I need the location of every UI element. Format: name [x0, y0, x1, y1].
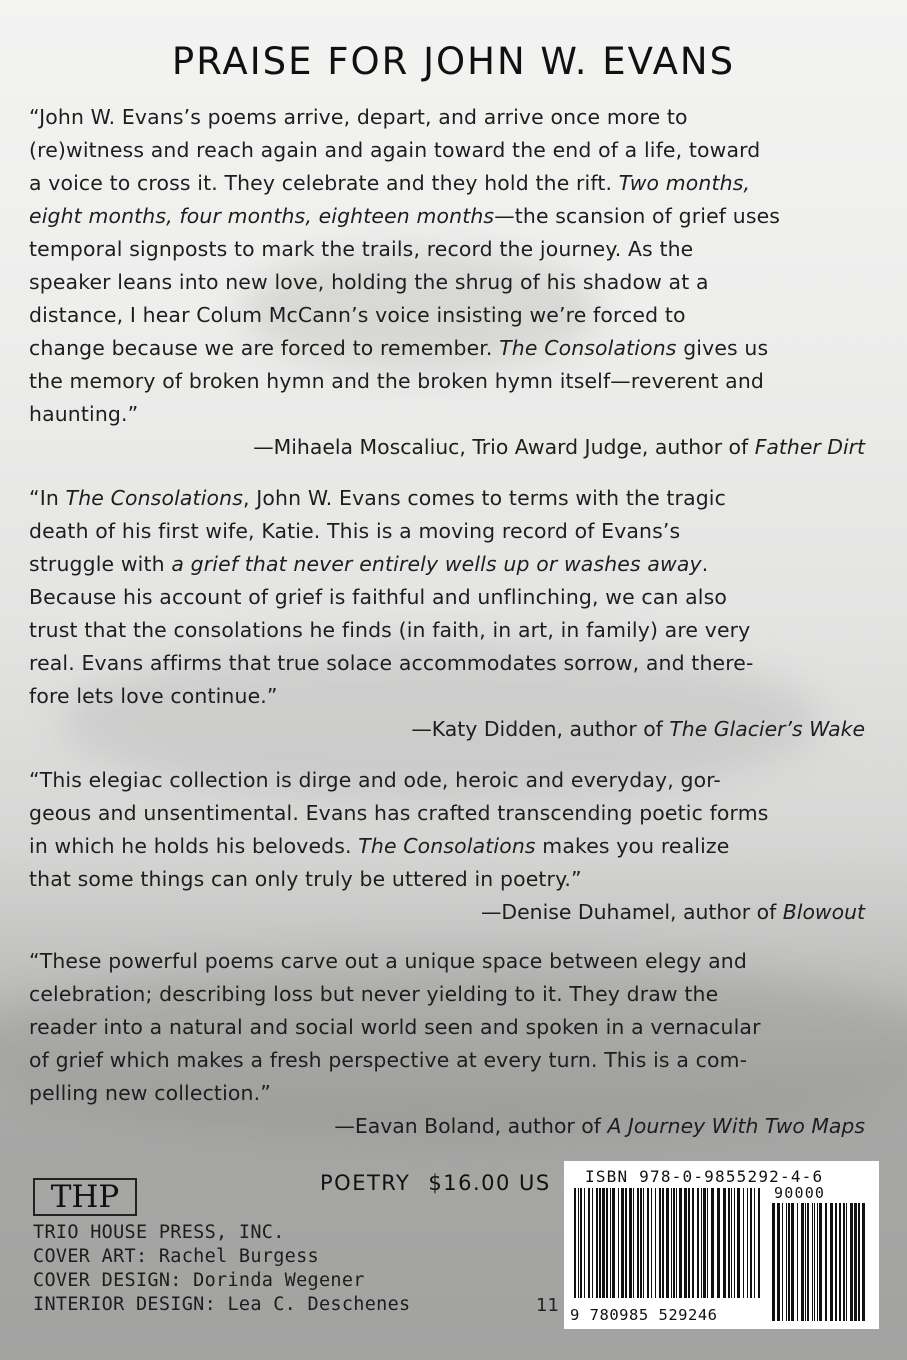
- barcode-bar: [750, 1188, 752, 1298]
- cover-art-credit: COVER ART: Rachel Burgess: [33, 1246, 319, 1267]
- barcode-bar: [637, 1188, 639, 1298]
- quote-line: [29, 134, 877, 167]
- barcode-bar: [812, 1203, 813, 1321]
- text-run: haunting.”: [29, 402, 139, 426]
- page-number: 11: [536, 1295, 559, 1316]
- barcode-bar: [754, 1188, 755, 1298]
- barcode-bar: [676, 1188, 677, 1298]
- quote-line: [29, 200, 877, 233]
- quote-line: [29, 797, 877, 830]
- barcode-bar: [584, 1188, 585, 1298]
- barcode-main-bars: [572, 1188, 762, 1298]
- quote-line: [29, 863, 877, 896]
- text-run: pelling new collection.”: [29, 1081, 271, 1105]
- quote-line: [29, 101, 877, 134]
- text-run: —Eavan Boland, author of: [334, 1114, 608, 1138]
- quote-attribution: [29, 1110, 877, 1143]
- isbn-label: ISBN 978-0-9855292-4-6: [585, 1167, 824, 1186]
- barcode-bar: [659, 1188, 661, 1298]
- barcode-bar: [805, 1203, 806, 1321]
- barcode-bar: [839, 1203, 841, 1321]
- quote-line: [29, 398, 877, 431]
- barcode-bar: [606, 1188, 608, 1298]
- barcode-bar: [596, 1188, 598, 1298]
- barcode-bar: [707, 1188, 708, 1298]
- barcode-bar: [588, 1188, 590, 1298]
- barcode-bar: [692, 1188, 694, 1298]
- quote-line: [29, 482, 877, 515]
- barcode-bar: [578, 1188, 579, 1298]
- barcode-bar: [825, 1203, 827, 1321]
- barcode-bar: [862, 1203, 865, 1321]
- barcode-bar: [612, 1188, 615, 1298]
- text-run: .: [701, 552, 709, 576]
- text-run: —Denise Duhamel, author of: [481, 900, 783, 924]
- quote-line: [29, 614, 877, 647]
- praise-quote-4: [29, 945, 877, 1143]
- text-run: —Mihaela Moscaliuc, Trio Award Judge, author of: [253, 435, 755, 459]
- barcode-bar: [618, 1188, 619, 1298]
- barcode-bar: [814, 1203, 815, 1321]
- quote-line: [29, 365, 877, 398]
- barcode-bar: [679, 1188, 682, 1298]
- text-run: the memory of broken hymn and the broken hymn itself—reverent and: [29, 369, 764, 393]
- barcode-bar: [817, 1203, 818, 1321]
- quote-line: [29, 830, 877, 863]
- praise-quote-1: [29, 101, 877, 464]
- quote-attribution: [29, 431, 877, 464]
- barcode-bar: [703, 1188, 706, 1298]
- italic-text: The Glacier’s Wake: [669, 717, 865, 741]
- text-run: reader into a natural and social world seen and spoken in a vernacular: [29, 1015, 761, 1039]
- praise-quote-2: [29, 482, 877, 746]
- barcode-bar: [788, 1203, 790, 1321]
- text-run: temporal signposts to mark the trails, record the journey. As the: [29, 237, 694, 261]
- barcode-digits: 9 780985 529246: [570, 1306, 760, 1324]
- barcode-bar: [772, 1203, 775, 1321]
- addon-digits: 90000: [774, 1184, 826, 1202]
- barcode-bar: [629, 1188, 632, 1298]
- quote-line: [29, 581, 877, 614]
- quote-attribution: [29, 713, 877, 746]
- barcode-bar: [854, 1203, 857, 1321]
- barcode-bar: [830, 1203, 833, 1321]
- italic-text: Blowout: [782, 900, 865, 924]
- barcode-bar: [592, 1188, 593, 1298]
- text-run: “These powerful poems carve out a unique space between elegy and: [29, 949, 747, 973]
- barcode-bar: [633, 1188, 634, 1298]
- text-run: in which he holds his beloveds.: [29, 834, 359, 858]
- barcode-bar: [662, 1188, 664, 1298]
- quote-line: [29, 1044, 877, 1077]
- text-run: celebration; describing loss but never yielding to it. They draw the: [29, 982, 719, 1006]
- text-run: “This elegiac collection is dirge and ode, heroic and everyday, gor-: [29, 768, 721, 792]
- quote-line: [29, 548, 877, 581]
- barcode-bar: [666, 1188, 669, 1298]
- quote-line: [29, 332, 877, 365]
- italic-text: Father Dirt: [754, 435, 865, 459]
- barcode-bar: [728, 1188, 730, 1298]
- barcode-bar: [777, 1203, 780, 1321]
- barcode-bar: [651, 1188, 652, 1298]
- text-run: death of his first wife, Katie. This is a moving record of Evans’s: [29, 519, 681, 543]
- barcode-bar: [731, 1188, 732, 1298]
- text-run: fore lets love continue.”: [29, 684, 278, 708]
- barcode-bar: [858, 1203, 860, 1321]
- barcode-bar: [791, 1203, 794, 1321]
- cover-design-credit: COVER DESIGN: Dorinda Wegener: [33, 1270, 365, 1291]
- text-run: struggle with: [29, 552, 172, 576]
- text-run: —the scansion of grief uses: [494, 204, 781, 228]
- barcode-bar: [643, 1188, 644, 1298]
- text-run: —Katy Didden, author of: [411, 717, 670, 741]
- barcode-bar: [737, 1188, 740, 1298]
- text-run: gives us: [676, 336, 769, 360]
- italic-text: A Journey With Two Maps: [607, 1114, 865, 1138]
- text-run: that some things can only truly be uttered in poetry.”: [29, 867, 582, 891]
- barcode-addon-bars: [770, 1203, 870, 1321]
- text-run: of grief which makes a fresh perspective at every turn. This is a com-: [29, 1048, 748, 1072]
- text-run: “In: [29, 486, 66, 510]
- barcode-bar: [625, 1188, 627, 1298]
- quote-line: [29, 515, 877, 548]
- quote-line: [29, 647, 877, 680]
- barcode-bar: [801, 1203, 804, 1321]
- barcode-bar: [621, 1188, 624, 1298]
- barcode-bar: [602, 1188, 605, 1298]
- text-run: “John W. Evans’s poems arrive, depart, and arrive once more to: [29, 105, 688, 129]
- barcode-bar: [711, 1188, 714, 1298]
- barcode-bar: [807, 1203, 809, 1321]
- italic-text: eight months, four months, eighteen months: [29, 204, 495, 228]
- quote-attribution: [29, 896, 877, 929]
- interior-design-credit: INTERIOR DESIGN: Lea C. Deschenes: [33, 1294, 411, 1315]
- italic-text: The Consolations: [65, 486, 243, 510]
- text-run: makes you realize: [535, 834, 730, 858]
- barcode-bar: [610, 1188, 611, 1298]
- italic-text: Two months,: [618, 171, 751, 195]
- quote-line: [29, 1011, 877, 1044]
- barcode-bar: [640, 1188, 642, 1298]
- quote-line: [29, 299, 877, 332]
- barcode-bar: [734, 1188, 735, 1298]
- barcode-bar: [673, 1188, 675, 1298]
- barcode-bar: [580, 1188, 582, 1298]
- quote-line: [29, 167, 877, 200]
- barcode-bar: [599, 1188, 601, 1298]
- quote-line: [29, 266, 877, 299]
- barcode-bar: [655, 1188, 656, 1298]
- italic-text: The Consolations: [499, 336, 677, 360]
- barcode-bar: [717, 1188, 720, 1298]
- barcode-bar: [782, 1203, 783, 1321]
- quote-line: [29, 233, 877, 266]
- text-run: real. Evans affirms that true solace accommodates sorrow, and there-: [29, 651, 754, 675]
- barcode-bar: [819, 1203, 822, 1321]
- barcode-bar: [843, 1203, 845, 1321]
- barcode-bar: [835, 1203, 837, 1321]
- italic-text: The Consolations: [358, 834, 536, 858]
- quote-line: [29, 978, 877, 1011]
- page-title: PRAISE FOR JOHN W. EVANS: [171, 40, 736, 83]
- barcode-bar: [723, 1188, 726, 1298]
- text-run: distance, I hear Colum McCann’s voice insisting we’re forced to: [29, 303, 686, 327]
- barcode-bar: [701, 1188, 702, 1298]
- barcode-bar: [846, 1203, 847, 1321]
- text-run: , John W. Evans comes to terms with the tragic: [242, 486, 726, 510]
- publisher-logo: THP: [33, 1178, 137, 1216]
- quote-line: [29, 945, 877, 978]
- barcode-bar: [688, 1188, 690, 1298]
- text-run: speaker leans into new love, holding the shrug of his shadow at a: [29, 270, 709, 294]
- barcode-bar: [671, 1188, 672, 1298]
- barcode-bar: [758, 1188, 760, 1298]
- text-run: (re)witness and reach again and again toward the end of a life, toward: [29, 138, 761, 162]
- barcode-bar: [647, 1188, 649, 1298]
- barcode-bar: [786, 1203, 787, 1321]
- praise-quote-3: [29, 764, 877, 929]
- barcode-bar: [743, 1188, 744, 1298]
- text-run: change because we are forced to remember.: [29, 336, 500, 360]
- publisher-name: TRIO HOUSE PRESS, INC.: [33, 1222, 285, 1243]
- italic-text: a grief that never entirely wells up or washes away: [171, 552, 702, 576]
- quote-line: [29, 680, 877, 713]
- barcode-bar: [684, 1188, 687, 1298]
- text-run: Because his account of grief is faithful and unflinching, we can also: [29, 585, 728, 609]
- barcode-bar: [747, 1188, 748, 1298]
- category-price: [320, 1171, 551, 1195]
- text-run: trust that the consolations he finds (in faith, in art, in family) are very: [29, 618, 751, 642]
- barcode-bar: [697, 1188, 699, 1298]
- barcode-bar: [797, 1203, 798, 1321]
- barcode-bar: [850, 1203, 853, 1321]
- barcode-bar: [574, 1188, 576, 1298]
- category-label: POETRY: [320, 1171, 411, 1195]
- text-run: a voice to cross it. They celebrate and they hold the rift.: [29, 171, 619, 195]
- text-run: geous and unsentimental. Evans has crafted transcending poetic forms: [29, 801, 769, 825]
- price-label: $16.00 US: [428, 1171, 551, 1195]
- quote-line: [29, 1077, 877, 1110]
- quote-line: [29, 764, 877, 797]
